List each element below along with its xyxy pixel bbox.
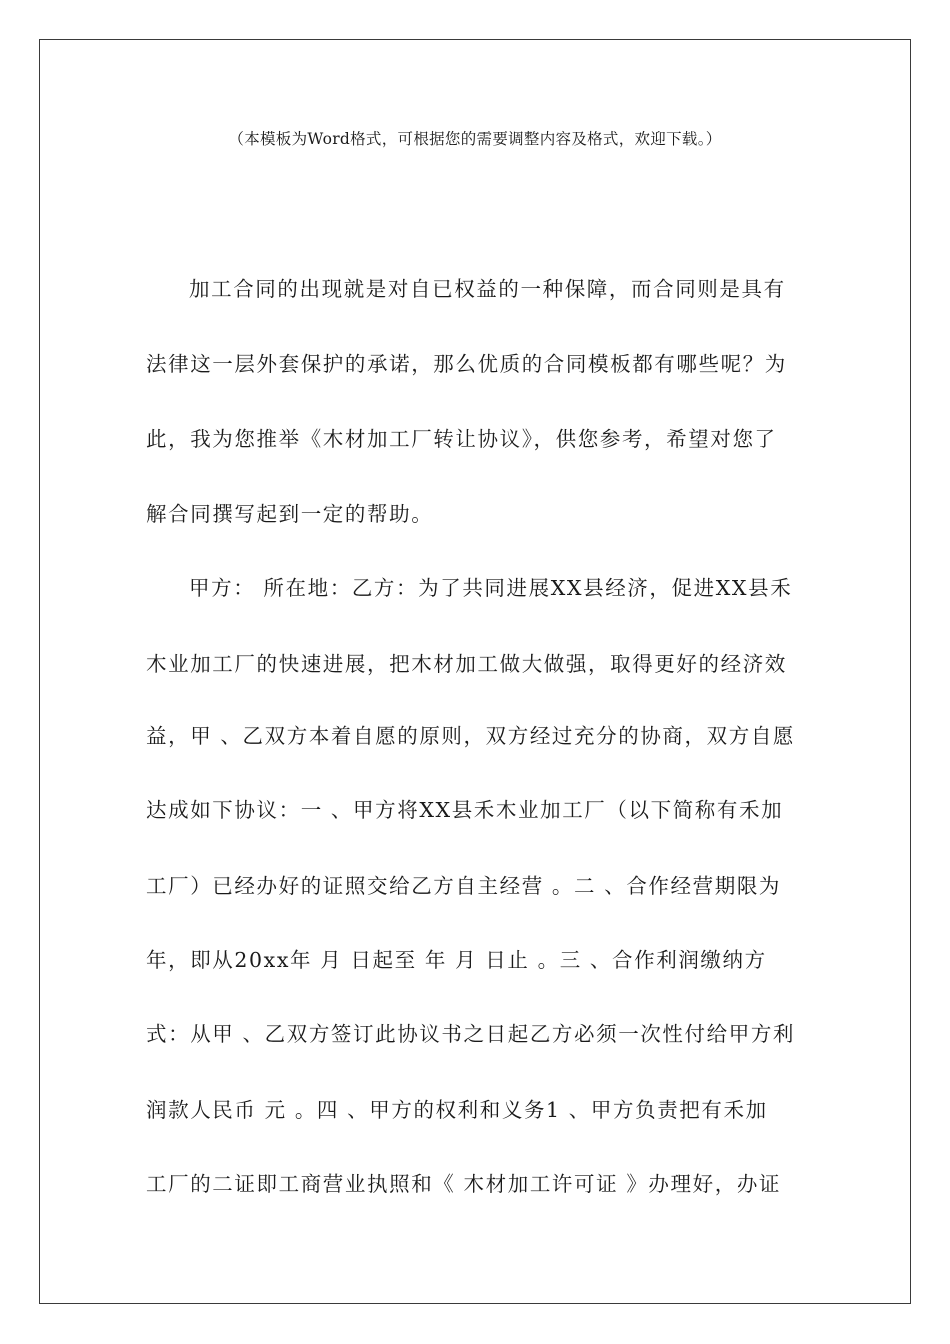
paragraph-1-line-3: 此，我为您推举《木材加工厂转让协议》，供您参考，希望对您了: [146, 427, 777, 451]
paragraph-2-line-1: 甲方： 所在地：乙方：为了共同进展XX县经济，促进XX县禾: [189, 576, 793, 600]
paragraph-2-line-6: 年，即从20xx年 月 日起至 年 月 日止 。三 、合作利润缴纳方: [146, 948, 767, 972]
paragraph-2-line-9: 工厂的二证即工商营业执照和《 木材加工许可证 》办理好，办证: [146, 1172, 782, 1196]
paragraph-2-line-5: 工厂）已经办好的证照交给乙方自主经营 。二 、合作经营期限为: [146, 874, 782, 898]
paragraph-1-line-2: 法律这一层外套保护的承诺，那么优质的合同模板都有哪些呢？为: [146, 352, 787, 376]
paragraph-1-line-4: 解合同撰写起到一定的帮助。: [146, 502, 434, 526]
paragraph-2-line-2: 木业加工厂的快速进展，把木材加工做大做强，取得更好的经济效: [146, 652, 787, 676]
paragraph-2-line-8: 润款人民币 元 。四 、甲方的权利和义务1 、甲方负责把有禾加: [146, 1098, 768, 1122]
paragraph-2-line-4: 达成如下协议：一 、甲方将XX县禾木业加工厂（以下简称有禾加: [146, 798, 784, 822]
template-notice: （本模板为Word格式，可根据您的需要调整内容及格式，欢迎下载。）: [228, 130, 722, 148]
paragraph-1-line-1: 加工合同的出现就是对自已权益的一种保障，而合同则是具有: [189, 277, 786, 301]
paragraph-2-line-3: 益，甲 、乙双方本着自愿的原则，双方经过充分的协商，双方自愿: [146, 724, 796, 748]
paragraph-2-line-7: 式：从甲 、乙双方签订此协议书之日起乙方必须一次性付给甲方利: [146, 1022, 796, 1046]
